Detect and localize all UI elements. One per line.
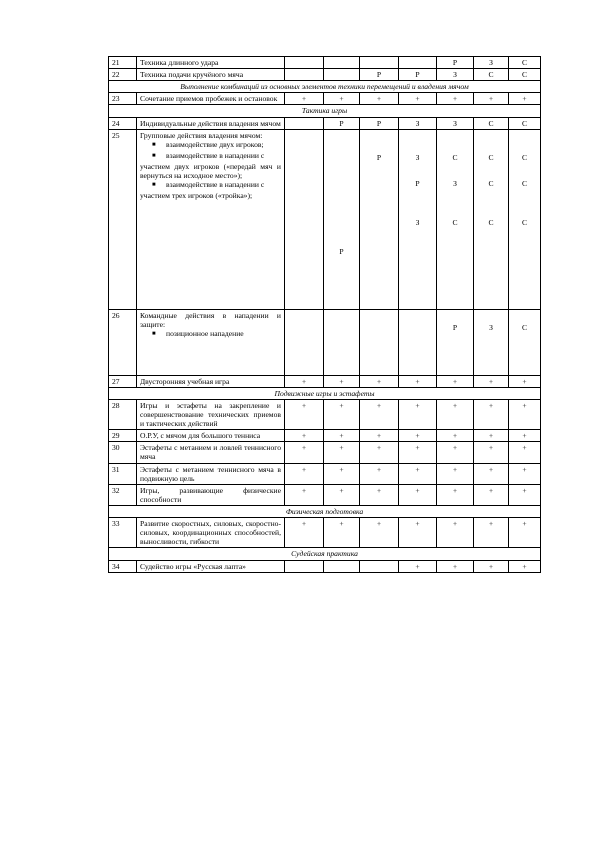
level-cell: + [360, 484, 399, 505]
level-cell: + [509, 93, 541, 105]
level-cell: + [474, 430, 509, 442]
row-number: 30 [109, 442, 137, 463]
level-cell [285, 560, 324, 572]
level-cell: + [474, 560, 509, 572]
level-cell: + [360, 375, 399, 387]
level-cell: З [474, 57, 509, 69]
level-cell: + [360, 463, 399, 484]
level-cell: + [437, 560, 474, 572]
row-number: 34 [109, 560, 137, 572]
level-cell: + [474, 399, 509, 429]
level-cell: С С С [474, 129, 509, 309]
team-actions-title: Командные действия в нападении и защите: [140, 310, 281, 329]
row-description: Игры и эстафеты на закрепление и совершенствование технических приемов и тактических действий [137, 399, 285, 429]
level-cell: + [474, 93, 509, 105]
bullet-icon: ■ [152, 141, 156, 148]
level-cell [399, 57, 437, 69]
row-description [137, 309, 285, 375]
list-item: ■ взаимодействие двух игроков; [152, 139, 264, 149]
level-cell: + [509, 442, 541, 463]
level-cell: Р [360, 69, 399, 81]
level-cell: З [437, 117, 474, 129]
level-cell: З [399, 117, 437, 129]
row-description: Эстафеты с метанием и ловлей теннисного мяча [137, 442, 285, 463]
row-number: 31 [109, 463, 137, 484]
level-cell: Р [399, 69, 437, 81]
list-continuation: участием трех игроков («тройка»); [140, 190, 253, 200]
level-cell: + [509, 518, 541, 548]
level-cell: + [474, 442, 509, 463]
level-cell: + [285, 518, 324, 548]
table-row [109, 484, 541, 505]
row-number: 22 [109, 69, 137, 81]
table-row [109, 117, 541, 129]
table-row [109, 69, 541, 81]
level-cell: + [285, 399, 324, 429]
level-cell: Р [324, 117, 360, 129]
level-cell: + [437, 430, 474, 442]
bullet-icon: ■ [152, 330, 156, 337]
level-cell: + [399, 375, 437, 387]
row-number: 32 [109, 484, 137, 505]
level-cell: С [474, 117, 509, 129]
level-cell: + [509, 560, 541, 572]
table-row [109, 309, 541, 375]
level-cell: + [399, 518, 437, 548]
level-cell: + [285, 484, 324, 505]
level-cell: С [509, 309, 541, 375]
level-cell: + [399, 442, 437, 463]
row-number: 24 [109, 117, 137, 129]
level-cell [285, 69, 324, 81]
row-number: 23 [109, 93, 137, 105]
level-cell: + [324, 375, 360, 387]
level-cell: Р [437, 57, 474, 69]
level-cell: + [437, 375, 474, 387]
list-item: ■ позиционное нападение [152, 328, 244, 338]
level-cell: + [437, 93, 474, 105]
level-cell: + [324, 484, 360, 505]
level-cell [324, 309, 360, 375]
table-row [109, 93, 541, 105]
level-cell: + [474, 375, 509, 387]
level-cell: + [324, 399, 360, 429]
row-description: Судейство игры «Русская лапта» [137, 560, 285, 572]
level-cell: + [399, 430, 437, 442]
level-cell: + [285, 430, 324, 442]
level-cell: Р [324, 129, 360, 309]
level-cell: З [474, 309, 509, 375]
list-item: ■ взаимодействие в нападении с [152, 179, 265, 189]
section-row [109, 505, 541, 517]
row-description: Индивидуальные действия владения мячом [137, 117, 285, 129]
row-number: 27 [109, 375, 137, 387]
level-cell: + [324, 430, 360, 442]
level-cell [285, 57, 324, 69]
level-cell: С С С [509, 129, 541, 309]
level-cell: С З С [437, 129, 474, 309]
level-cell: + [509, 375, 541, 387]
row-description: Эстафеты с метанием теннисного мяча в подвижную цель [137, 463, 285, 484]
level-cell: + [360, 430, 399, 442]
level-cell: Р [437, 309, 474, 375]
row-description: Сочетание приемов пробежек и остановок [137, 93, 285, 105]
level-cell: З Р З [399, 129, 437, 309]
level-cell: Р [360, 129, 399, 309]
level-cell: + [474, 463, 509, 484]
row-description: Двусторонняя учебная игра [137, 375, 285, 387]
table-row [109, 430, 541, 442]
bullet-icon: ■ [152, 181, 156, 188]
level-cell: + [437, 484, 474, 505]
level-cell: С [509, 117, 541, 129]
table-row [109, 129, 541, 309]
level-cell: + [437, 518, 474, 548]
bullet-icon: ■ [152, 152, 156, 159]
level-cell [324, 57, 360, 69]
section-heading: Судейская практика [109, 548, 541, 560]
level-cell: + [360, 93, 399, 105]
section-row [109, 548, 541, 560]
row-description [137, 129, 285, 309]
level-cell [285, 117, 324, 129]
row-description: Техника подачи кручёного мяча [137, 69, 285, 81]
row-number: 21 [109, 57, 137, 69]
level-cell: + [324, 442, 360, 463]
list-item: ■ взаимодействие в нападении с [152, 150, 265, 160]
level-cell [399, 309, 437, 375]
level-cell: + [509, 463, 541, 484]
table-row [109, 399, 541, 429]
level-cell: + [437, 399, 474, 429]
table-row [109, 463, 541, 484]
table-row [109, 560, 541, 572]
level-cell [360, 57, 399, 69]
row-description: О.Р.У, с мячом для большого тенниса [137, 430, 285, 442]
level-cell: + [509, 399, 541, 429]
level-cell [324, 69, 360, 81]
level-cell: С [509, 57, 541, 69]
level-cell: Р [360, 117, 399, 129]
group-actions-title: Групповые действия владения мячом: [140, 130, 263, 140]
level-cell [285, 129, 324, 309]
section-heading: Физическая подготовка [109, 505, 541, 517]
level-cell [360, 560, 399, 572]
level-cell: + [437, 442, 474, 463]
section-heading: Тактика игры [109, 105, 541, 117]
table-row [109, 57, 541, 69]
level-cell: С [474, 69, 509, 81]
row-description: Развитие скоростных, силовых, скоростно-силовых, координационных способностей, выносливости, гибкости [137, 518, 285, 548]
level-cell [285, 309, 324, 375]
row-number: 28 [109, 399, 137, 429]
level-cell: + [474, 518, 509, 548]
level-cell: + [324, 93, 360, 105]
level-cell: + [509, 484, 541, 505]
level-cell: С [509, 69, 541, 81]
level-cell: + [285, 375, 324, 387]
row-number: 29 [109, 430, 137, 442]
level-cell [324, 560, 360, 572]
list-continuation: участием двух игроков («передай мяч и вернуться на исходное место»); [140, 161, 281, 180]
table-row [109, 442, 541, 463]
level-cell: + [474, 484, 509, 505]
row-number: 26 [109, 309, 137, 375]
section-row [109, 81, 541, 93]
program-table [108, 56, 541, 573]
row-description: Игры, развивающие физические способности [137, 484, 285, 505]
level-cell: + [360, 399, 399, 429]
level-cell: + [399, 399, 437, 429]
level-cell: + [399, 93, 437, 105]
row-number: 25 [109, 129, 137, 309]
table-row [109, 375, 541, 387]
level-cell: + [324, 518, 360, 548]
level-cell: + [324, 463, 360, 484]
level-cell: + [399, 463, 437, 484]
table-row [109, 518, 541, 548]
section-row [109, 387, 541, 399]
level-cell: + [437, 463, 474, 484]
level-cell: + [399, 560, 437, 572]
row-number: 33 [109, 518, 137, 548]
level-cell: + [285, 442, 324, 463]
section-heading: Подвижные игры и эстафеты [109, 387, 541, 399]
level-cell: + [399, 484, 437, 505]
level-cell: + [285, 93, 324, 105]
row-description: Техника длинного удара [137, 57, 285, 69]
section-heading: Выполнение комбинаций из основных элементов техники перемещений и владения мячом [109, 81, 541, 93]
level-cell: + [509, 430, 541, 442]
level-cell: + [360, 442, 399, 463]
level-cell: + [360, 518, 399, 548]
level-cell: + [285, 463, 324, 484]
section-row [109, 105, 541, 117]
level-cell [360, 309, 399, 375]
level-cell: З [437, 69, 474, 81]
